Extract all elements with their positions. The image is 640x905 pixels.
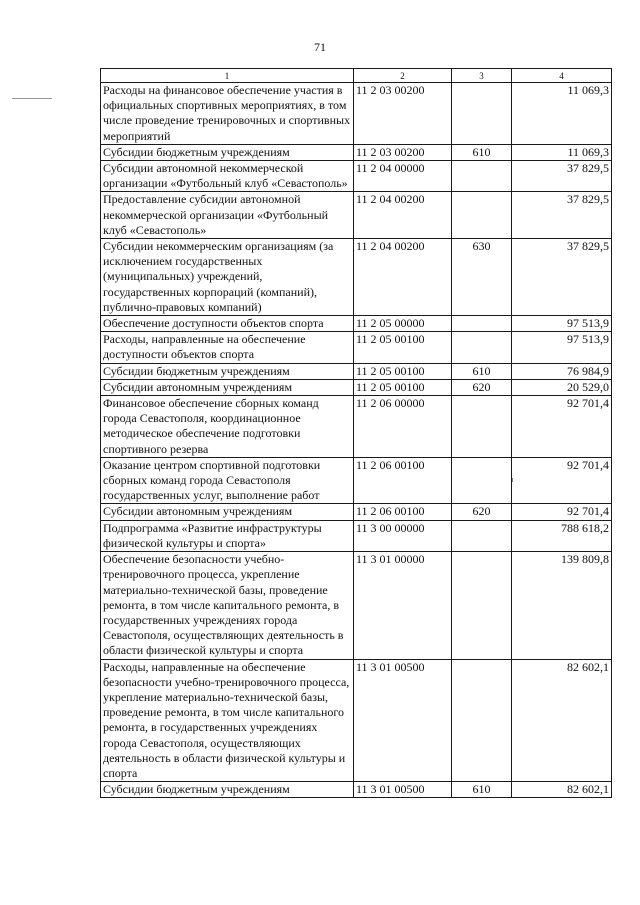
table-row bbox=[101, 457, 612, 504]
row-code: 11 2 05 00000 bbox=[354, 316, 452, 332]
row-name: Субсидии бюджетным учреждениям bbox=[101, 144, 354, 160]
row-amount: 11 069,3 bbox=[512, 144, 612, 160]
row-vr bbox=[452, 552, 512, 659]
row-code: 11 2 06 00000 bbox=[354, 396, 452, 458]
table-row bbox=[101, 192, 612, 239]
row-code: 11 3 00 00000 bbox=[354, 520, 452, 551]
row-amount: 92 701,4 bbox=[512, 396, 612, 458]
table-row bbox=[101, 379, 612, 395]
row-name: Субсидии автономным учреждениям bbox=[101, 504, 354, 520]
row-name: Расходы, направленные на обеспечение доступности объектов спорта bbox=[101, 332, 354, 363]
row-name: Оказание центром спортивной подготовки сборных команд города Севастополя государственных услуг, выполнение работ bbox=[101, 457, 354, 504]
row-vr: 630 bbox=[452, 239, 512, 316]
row-name: Расходы на финансовое обеспечение участия в официальных спортивных мероприятиях, в том числе проведение тренировочных и спортивных мероприятий bbox=[101, 83, 354, 145]
row-vr bbox=[452, 520, 512, 551]
header-col-4: 4 bbox=[512, 69, 612, 83]
row-name: Подпрограмма «Развитие инфраструктуры физической культуры и спорта» bbox=[101, 520, 354, 551]
row-vr: 610 bbox=[452, 782, 512, 798]
row-vr bbox=[452, 659, 512, 782]
row-vr bbox=[452, 396, 512, 458]
row-amount: 82 602,1 bbox=[512, 782, 612, 798]
row-vr bbox=[452, 161, 512, 192]
row-amount: 97 513,9 bbox=[512, 316, 612, 332]
header-row bbox=[101, 69, 612, 83]
row-name: Предоставление субсидии автономной некоммерческой организации «Футбольный клуб «Севастополь» bbox=[101, 192, 354, 239]
row-code: 11 2 04 00000 bbox=[354, 161, 452, 192]
table-row bbox=[101, 363, 612, 379]
table-row bbox=[101, 504, 612, 520]
row-amount: 37 829,5 bbox=[512, 239, 612, 316]
row-vr: 610 bbox=[452, 144, 512, 160]
row-vr: 620 bbox=[452, 504, 512, 520]
table-row bbox=[101, 161, 612, 192]
row-vr bbox=[452, 316, 512, 332]
table-row bbox=[101, 83, 612, 145]
row-amount: 139 809,8 bbox=[512, 552, 612, 659]
row-code: 11 2 03 00200 bbox=[354, 144, 452, 160]
table-row bbox=[101, 396, 612, 458]
row-name: Субсидии автономной некоммерческой организации «Футбольный клуб «Севастополь» bbox=[101, 161, 354, 192]
row-vr: 610 bbox=[452, 363, 512, 379]
row-code: 11 3 01 00500 bbox=[354, 782, 452, 798]
table-row bbox=[101, 520, 612, 551]
table-row bbox=[101, 239, 612, 316]
row-amount: 92 701,4 bbox=[512, 504, 612, 520]
row-name: Обеспечение безопасности учебно-тренировочного процесса, укрепление материально-технической базы, проведение ремонта, в том числе капитального ремонта, в государственных учреждениях города Севастополя, осуществляющих деятельность в области физической культуры и спорта bbox=[101, 552, 354, 659]
table-row bbox=[101, 782, 612, 798]
row-code: 11 2 06 00100 bbox=[354, 504, 452, 520]
header-col-2: 2 bbox=[354, 69, 452, 83]
row-vr: 620 bbox=[452, 379, 512, 395]
header-col-1: 1 bbox=[101, 69, 354, 83]
row-name: Субсидии автономным учреждениям bbox=[101, 379, 354, 395]
table-row bbox=[101, 144, 612, 160]
row-vr bbox=[452, 83, 512, 145]
table-row bbox=[101, 552, 612, 659]
table-row bbox=[101, 316, 612, 332]
row-vr bbox=[452, 332, 512, 363]
row-code: 11 2 06 00100 bbox=[354, 457, 452, 504]
row-amount: 76 984,9 bbox=[512, 363, 612, 379]
row-name: Расходы, направленные на обеспечение безопасности учебно-тренировочного процесса, укрепление материально-технической базы, проведение ремонта, в том числе капитального ремонта, в государственных учреждениях города Севастополя, осуществляющих деятельность в области физической культуры и спорта bbox=[101, 659, 354, 782]
header-col-3: 3 bbox=[452, 69, 512, 83]
row-amount: 92 701,4 bbox=[512, 457, 612, 504]
row-code: 11 3 01 00000 bbox=[354, 552, 452, 659]
page-number: 71 bbox=[314, 40, 326, 54]
row-name: Финансовое обеспечение сборных команд города Севастополя, координационное методическое обеспечение подготовки спортивного резерва bbox=[101, 396, 354, 458]
row-amount: 82 602,1 bbox=[512, 659, 612, 782]
row-code: 11 2 05 00100 bbox=[354, 332, 452, 363]
row-name: Субсидии бюджетным учреждениям bbox=[101, 782, 354, 798]
row-code: 11 2 03 00200 bbox=[354, 83, 452, 145]
table-row bbox=[101, 332, 612, 363]
row-vr bbox=[452, 192, 512, 239]
row-name: Обеспечение доступности объектов спорта bbox=[101, 316, 354, 332]
row-code: 11 2 05 00100 bbox=[354, 379, 452, 395]
row-name: Субсидии бюджетным учреждениям bbox=[101, 363, 354, 379]
row-amount: 20 529,0 bbox=[512, 379, 612, 395]
row-amount: 788 618,2 bbox=[512, 520, 612, 551]
row-code: 11 2 04 00200 bbox=[354, 192, 452, 239]
row-name: Субсидии некоммерческим организациям (за исключением государственных (муниципальных) учреждений, государственных корпораций (компаний), публично-правовых компаний) bbox=[101, 239, 354, 316]
budget-table bbox=[100, 68, 612, 798]
row-code: 11 2 04 00200 bbox=[354, 239, 452, 316]
row-code: 11 2 05 00100 bbox=[354, 363, 452, 379]
scan-artifact-line bbox=[12, 98, 52, 99]
row-amount: 97 513,9 bbox=[512, 332, 612, 363]
row-vr bbox=[452, 457, 512, 504]
row-code: 11 3 01 00500 bbox=[354, 659, 452, 782]
row-amount: 37 829,5 bbox=[512, 192, 612, 239]
row-amount: 37 829,5 bbox=[512, 161, 612, 192]
row-amount: 11 069,3 bbox=[512, 83, 612, 145]
table-row bbox=[101, 659, 612, 782]
